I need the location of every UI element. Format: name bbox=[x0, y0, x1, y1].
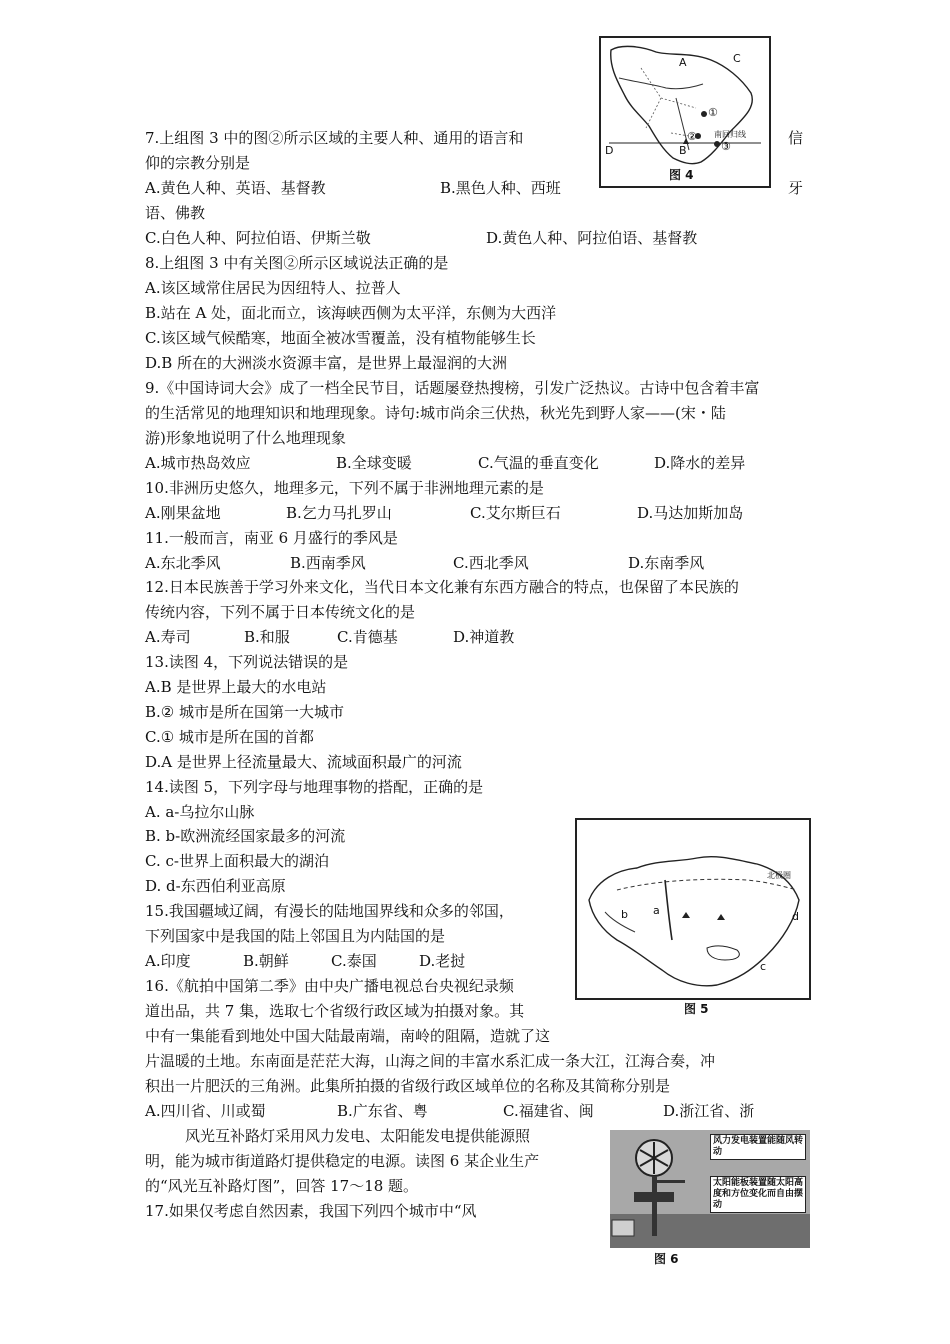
q12-stem-line2: 传统内容，下列不属于日本传统文化的是 bbox=[145, 603, 416, 621]
fig5-label-d: d bbox=[792, 910, 799, 923]
q16-stem-line5: 积出一片肥沃的三角洲。此集所拍摄的省级行政区域单位的名称及其简称分别是 bbox=[145, 1077, 671, 1095]
fig5-arctic-label: 北极圈 bbox=[767, 871, 791, 880]
q9-option-c: C.气温的垂直变化 bbox=[478, 454, 599, 472]
ural-line bbox=[665, 880, 672, 940]
q11-option-c: C.西北季风 bbox=[453, 554, 529, 572]
q16-option-b: B.广东省、粤 bbox=[337, 1102, 428, 1120]
q15-stem-line2: 下列国家中是我国的陆上邻国且为内陆国的是 bbox=[145, 927, 446, 945]
q16-option-d: D.浙江省、浙 bbox=[663, 1102, 755, 1120]
fig5-label-c: c bbox=[760, 960, 767, 973]
q7-option-b-end: 牙 bbox=[788, 179, 804, 197]
q13-option-d: D.A 是世界上径流量最大、流域面积最广的河流 bbox=[145, 753, 462, 771]
q12-option-d: D.神道教 bbox=[453, 628, 515, 646]
q16-stem-line3: 中有一集能看到地处中国大陆最南端，南岭的阻隔，造就了这 bbox=[145, 1027, 551, 1045]
q7-option-c: C.白色人种、阿拉伯语、伊斯兰敬 bbox=[145, 229, 371, 247]
q13-option-b: B.② 城市是所在国第一大城市 bbox=[145, 703, 345, 721]
fig4-label-3: ③ bbox=[721, 140, 731, 153]
fig4-label-b: B bbox=[679, 144, 687, 157]
truck bbox=[612, 1220, 634, 1236]
q10-option-c: C.艾尔斯巨石 bbox=[470, 504, 561, 522]
q7-option-a: A.黄色人种、英语、基督教 bbox=[145, 179, 326, 197]
q16-option-a: A.四川省、川或蜀 bbox=[145, 1102, 266, 1120]
fig5-label-a: a bbox=[653, 904, 660, 917]
q13-option-a: A.B 是世界上最大的水电站 bbox=[145, 678, 327, 696]
intro-line3: 的“风光互补路灯图”，回答 17～18 题。 bbox=[145, 1177, 419, 1195]
fig5-label-b: b bbox=[621, 908, 628, 921]
q7-option-d: D.黄色人种、阿拉伯语、基督教 bbox=[486, 229, 698, 247]
q11-option-a: A.东北季风 bbox=[145, 554, 221, 572]
q11-option-b: B.西南季风 bbox=[290, 554, 366, 572]
fig4-tropic-label: 南回归线 bbox=[714, 130, 746, 139]
q12-option-c: C.肯德基 bbox=[337, 628, 398, 646]
intro-line1: 风光互补路灯采用风力发电、太阳能发电提供能源照 bbox=[185, 1127, 531, 1145]
q14-option-b: B. b-欧洲流经国家最多的河流 bbox=[145, 827, 346, 845]
q7-stem-line1: 7.上组图 3 中的图②所示区域的主要人种、通用的语言和 bbox=[145, 129, 524, 147]
q8-option-b: B.站在 A 处，面北而立，该海峡西侧为太平洋，东侧为大西洋 bbox=[145, 304, 557, 322]
q8-option-c: C.该区域气候酷寒，地面全被冰雪覆盖，没有植物能够生长 bbox=[145, 329, 536, 347]
q12-stem-line1: 12.日本民族善于学习外来文化，当代日本文化兼有东西方融合的特点，也保留了本民族的 bbox=[145, 578, 739, 596]
city-1-dot bbox=[701, 111, 707, 117]
q14-option-d: D. d-东西伯利亚高原 bbox=[145, 877, 286, 895]
q14-option-c: C. c-世界上面积最大的湖泊 bbox=[145, 852, 329, 870]
q8-stem: 8.上组图 3 中有关图②所示区域说法正确的是 bbox=[145, 254, 449, 272]
q10-stem: 10.非洲历史悠久，地理多元，下列不属于非洲地理元素的是 bbox=[145, 479, 544, 497]
q9-option-d: D.降水的差异 bbox=[654, 454, 746, 472]
q13-option-c: C.① 城市是所在国的首都 bbox=[145, 728, 314, 746]
q15-option-b: B.朝鲜 bbox=[243, 952, 289, 970]
q15-stem-line1: 15.我国疆域辽阔，有漫长的陆地国界线和众多的邻国， bbox=[145, 902, 514, 920]
fig4-label-c: C bbox=[733, 52, 741, 65]
q7-option-b: B.黑色人种、西班 bbox=[440, 179, 561, 197]
figure-4-map bbox=[599, 36, 771, 188]
q9-option-a: A.城市热岛效应 bbox=[145, 454, 251, 472]
city-3-dot bbox=[714, 141, 720, 147]
q13-stem: 13.读图 4，下列说法错误的是 bbox=[145, 653, 349, 671]
mountain-symbols bbox=[682, 912, 725, 920]
intro-line2: 明，能为城市街道路灯提供稳定的电源。读图 6 某企业生产 bbox=[145, 1152, 540, 1170]
q14-stem: 14.读图 5，下列字母与地理事物的搭配，正确的是 bbox=[145, 778, 484, 796]
light-pole bbox=[652, 1176, 657, 1236]
q16-option-c: C.福建省、闽 bbox=[503, 1102, 594, 1120]
lamp-arm bbox=[657, 1180, 685, 1183]
q12-option-a: A.寿司 bbox=[145, 628, 191, 646]
fig6-caption: 图 6 bbox=[654, 1252, 679, 1266]
fig4-caption: 图 4 bbox=[669, 168, 694, 182]
q15-option-a: A.印度 bbox=[145, 952, 191, 970]
q10-option-b: B.乞力马扎罗山 bbox=[286, 504, 392, 522]
photo-ground bbox=[610, 1214, 810, 1248]
fig4-label-1: ① bbox=[708, 106, 718, 119]
eurasia-map-drawing bbox=[577, 820, 809, 998]
q10-option-a: A.刚果盆地 bbox=[145, 504, 221, 522]
q11-stem: 11.一般而言，南亚 6 月盛行的季风是 bbox=[145, 529, 398, 547]
amazon-river bbox=[619, 78, 703, 89]
q8-option-a: A.该区域常住居民为因纽特人、拉普人 bbox=[145, 279, 401, 297]
lake-c bbox=[707, 946, 739, 960]
q17-stem-line1: 17.如果仅考虑自然因素，我国下列四个城市中“风 bbox=[145, 1202, 477, 1220]
fig4-label-a: A bbox=[679, 56, 687, 69]
fig4-label-2: ② bbox=[687, 130, 697, 143]
q14-option-a: A. a-乌拉尔山脉 bbox=[145, 803, 255, 821]
q16-stem-line2: 道出品，共 7 集，选取七个省级行政区域为拍摄对象。其 bbox=[145, 1002, 525, 1020]
q11-option-d: D.东南季风 bbox=[628, 554, 705, 572]
q15-option-c: C.泰国 bbox=[331, 952, 377, 970]
river-b bbox=[605, 912, 635, 932]
fig6-callout-wind: 风力发电装置能随风转动 bbox=[710, 1134, 806, 1160]
q7-stem-line1-end: 信 bbox=[788, 129, 804, 147]
q9-stem-line1: 9.《中国诗词大会》成了一档全民节目，话题屡登热搜榜，引发广泛热议。古诗中包含着丰富 bbox=[145, 379, 760, 397]
q16-stem-line4: 片温暖的土地。东南面是茫茫大海，山海之间的丰富水系汇成一条大江，江海合奏，冲 bbox=[145, 1052, 716, 1070]
q8-option-d: D.B 所在的大洲淡水资源丰富，是世界上最湿润的大洲 bbox=[145, 354, 508, 372]
q9-option-b: B.全球变暖 bbox=[336, 454, 412, 472]
q7-stem-line2: 仰的宗教分别是 bbox=[145, 154, 251, 172]
fig6-callout-solar: 太阳能板装置随太阳高度和方位变化而自由摆动 bbox=[710, 1176, 806, 1213]
q9-stem-line2: 的生活常见的地理知识和地理现象。诗句:城市尚余三伏热，秋光先到野人家——(宋・陆 bbox=[145, 404, 726, 422]
fig5-caption: 图 5 bbox=[684, 1002, 709, 1016]
q16-stem-line1: 16.《航拍中国第二季》由中央广播电视总台央视纪录频 bbox=[145, 977, 514, 995]
q10-option-d: D.马达加斯加岛 bbox=[637, 504, 744, 522]
q12-option-b: B.和服 bbox=[244, 628, 290, 646]
solar-panel bbox=[634, 1192, 674, 1202]
q9-stem-line3: 游)形象地说明了什么地理现象 bbox=[145, 429, 346, 447]
q15-option-d: D.老挝 bbox=[419, 952, 466, 970]
q7-option-b-cont: 语、佛教 bbox=[145, 204, 206, 222]
figure-5-map bbox=[575, 818, 811, 1000]
fig4-label-d: D bbox=[605, 144, 614, 157]
figure-6-photo bbox=[610, 1130, 810, 1248]
